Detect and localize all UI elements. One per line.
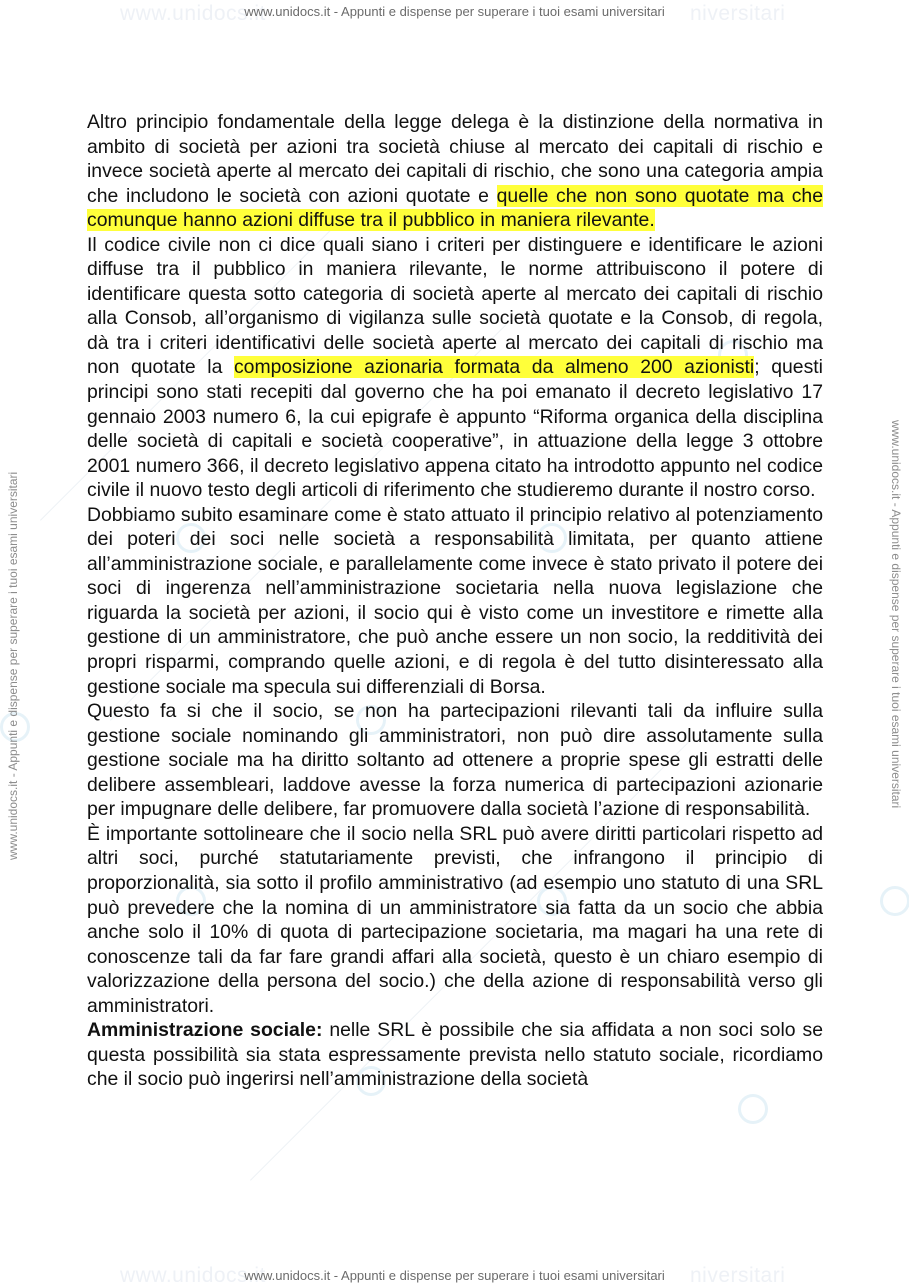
paragraph-4: Questo fa si che il socio, se non ha partecipazioni rilevanti tali da influire sulla gestione sociale nominando gli amministratori, non può dire assolutamente sulla gestione sociale ma ha diritto soltanto ad ottenere a proprie spese gli estratti delle delibere assembleari, laddove avesse la forza numerica di partecipazioni azionarie per impugnare delle delibere, far promuovere dalla società l’azione di responsabilità. bbox=[87, 700, 823, 821]
section-label: Amministrazione sociale: bbox=[87, 1019, 323, 1042]
watermark-ghost-top-right: niversitari bbox=[690, 2, 786, 25]
watermark-logo-icon bbox=[738, 1094, 768, 1124]
paragraph-1-text: Altro principio fondamentale della legge delega è la distinzione della normativa in ambito di società per azioni tra società chiuse al mercato dei capitali di rischio e invece società aperte al mercato dei capitali di rischio, che sono una categoria ampia che includono le società con azioni quotate e bbox=[87, 111, 823, 207]
left-side-watermark: www.unidocs.it - Appunti e dispense per superare i tuoi esami universitari bbox=[6, 471, 20, 860]
paragraph-3: Dobbiamo subito esaminare come è stato attuato il principio relativo al potenziamento dei poteri dei soci nelle società a responsabilità limitata, per quanto attiene all’amministrazione sociale, e parallelamente come invece è stato privato il potere dei soci di ingerenza nell’amministrazione societaria nella nuova legislazione che riguarda la società per azioni, il socio qui è visto come un investitore e rimette alla gestione di un amministratore, che può anche essere un non socio, la redditività dei propri risparmi, comprando quelle azioni, e di regola è del tutto disinteressato alla gestione sociale ma specula sui differenziali di Borsa. bbox=[87, 503, 823, 698]
paragraph-5: È importante sottolineare che il socio nella SRL può avere diritti particolari rispetto ad altri soci, purché statutariamente previsti, che infrangono il principio di proporzionalità, sia sotto il profilo amministrativo (ad esempio uno statuto di una SRL può prevedere che la nomina di un amministratore sia fatta da un socio che abbia anche solo il 10% di quota di partecipazione societaria, ma magari ha una rete di conoscenze tali da far fare grandi affari alla società, questo è un chiaro esempio di valorizzazione della persona del socio.) che della azione di responsabilità verso gli amministratori. bbox=[87, 822, 823, 1017]
paragraph-6-text: nelle SRL è possibile che sia affidata a non soci solo se questa possibilità sia stata espressamente prevista nello statuto sociale, ricordiamo che il socio può ingerirsi nell’amministrazione della società bbox=[87, 1019, 823, 1091]
paragraph-2-tail: ; questi principi sono stati recepiti dal governo che ha poi emanato il decreto legislativo 17 gennaio 2003 numero 6, la cui epigrafe è appunto “Riforma organica della disciplina delle società di capitali e società cooperative”, in attuazione della legge 3 ottobre 2001 numero 366, il decreto legislativo appena citato ha introdotto appunto nel codice civile il nuovo testo degli articoli di riferimento che studieremo durante il nostro corso. bbox=[87, 356, 823, 502]
paragraph-1-highlight: quelle che non sono quotate ma che comunque hanno azioni diffuse tra il pubblico in maniera rilevante. bbox=[87, 184, 823, 232]
paragraph-6 bbox=[87, 1018, 823, 1092]
watermark-ghost-top-left: www.unidocs.it bbox=[120, 2, 266, 25]
paragraph-1 bbox=[87, 110, 823, 233]
footer-watermark: www.unidocs.it - Appunti e dispense per superare i tuoi esami universitari bbox=[244, 1268, 665, 1283]
watermark-ghost-bottom-right: niversitari bbox=[690, 1264, 786, 1287]
paragraph-2-highlight: composizione azionaria formata da almeno 200 azionisti bbox=[233, 356, 755, 379]
paragraph-2-text: Il codice civile non ci dice quali siano i criteri per distinguere e identificare le azioni diffuse tra il pubblico in maniera rilevante, le norme attribuiscono il potere di identificare questa sotto categoria di società aperte al mercato dei capitali di rischio alla Consob, all’organismo di vigilanza sulle società quotate e la Consob, di regola, dà tra i criteri identificativi delle società aperte al mercato dei capitali di rischio ma non quotate la bbox=[87, 233, 823, 379]
document-body bbox=[87, 110, 823, 1092]
right-side-watermark: www.unidocs.it - Appunti e dispense per superare i tuoi esami universitari bbox=[889, 420, 903, 809]
watermark-ghost-bottom-left: www.unidocs.it bbox=[120, 1264, 266, 1287]
watermark-logo-icon bbox=[880, 886, 909, 916]
paragraph-2 bbox=[87, 233, 823, 503]
header-watermark: www.unidocs.it - Appunti e dispense per superare i tuoi esami universitari bbox=[244, 4, 665, 19]
